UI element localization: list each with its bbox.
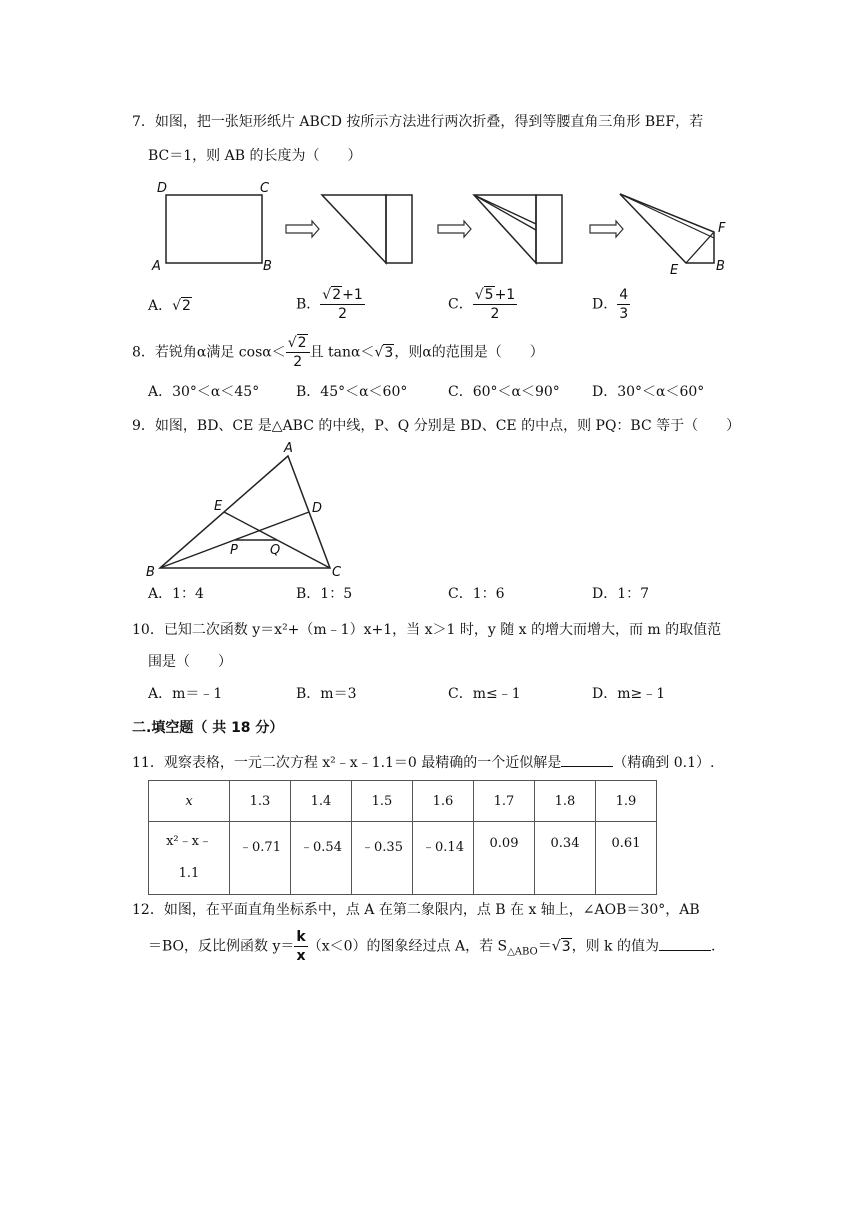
table-cell: 0.34 <box>535 822 596 895</box>
q7-label-b: B <box>263 259 272 274</box>
q7-option-b: B． $\frac{√2+1}{2}$ <box>296 287 363 322</box>
q8-option-c: C．60°＜α＜90° <box>448 384 560 400</box>
q9-label-b: B <box>146 565 155 580</box>
q9-option-c: C．1：6 <box>448 586 505 602</box>
q7-first-fold-shape <box>322 195 386 263</box>
table-cell: ﹣0.54 <box>291 822 352 895</box>
q8-option-d: D．30°＜α＜60° <box>592 384 705 400</box>
q7-label-a: A <box>152 259 161 274</box>
table-cell: ﹣0.71 <box>230 822 291 895</box>
q9-option-d: D．1：7 <box>592 586 650 602</box>
table-header-x: x <box>149 781 230 822</box>
q11-stem: 11．观察表格，一元二次方程 x²﹣x﹣1.1＝0 最精确的一个近似解是 （精确到 0.1）. <box>132 752 714 773</box>
q11-value-table <box>148 780 657 895</box>
q7-rectangle-abcd <box>166 195 262 263</box>
q10-option-b: B．m＝3 <box>296 686 357 702</box>
q9-label-e: E <box>214 499 223 514</box>
q9-label-a: A <box>284 441 293 456</box>
q7-final-triangle <box>620 194 714 263</box>
table-row <box>149 781 657 822</box>
q9-median-bd <box>160 512 309 568</box>
q9-triangle-figure <box>140 440 400 580</box>
q9-label-c: C <box>332 565 342 580</box>
q10-stem-line1: 10．已知二次函数 y＝x²+（m﹣1）x+1，当 x＞1 时，y 随 x 的增大而增大，而 m 的取值范 <box>132 622 722 638</box>
q7-option-d: D． $\frac{4}{3}$ <box>592 287 629 322</box>
q10-option-a: A．m＝﹣1 <box>148 686 223 702</box>
q7-label-f: F <box>718 221 726 236</box>
q9-label-p: P <box>230 543 238 558</box>
section-fill-in-heading: 二.填空题（ 共 18 分） <box>132 720 284 736</box>
q7-option-a: A．√2 <box>148 298 191 314</box>
table-cell: 0.09 <box>474 822 535 895</box>
table-cell: 1.8 <box>535 781 596 822</box>
q7-second-fold-strip <box>536 195 562 263</box>
q7-stem-line2: BC＝1，则 AB 的长度为（ ） <box>148 148 362 164</box>
q7-option-c: C． $\frac{√5+1}{2}$ <box>448 287 516 322</box>
table-cell: 1.3 <box>230 781 291 822</box>
q8-option-a: A．30°＜α＜45° <box>148 384 260 400</box>
q7-label-c: C <box>260 181 270 196</box>
table-cell: 1.9 <box>596 781 657 822</box>
q8-option-b: B．45°＜α＜60° <box>296 384 408 400</box>
table-cell: 0.61 <box>596 822 657 895</box>
table-cell: 1.7 <box>474 781 535 822</box>
q11-answer-blank[interactable] <box>561 752 613 767</box>
q7-stem-line1: 7．如图，把一张矩形纸片 ABCD 按所示方法进行两次折叠，得到等腰直角三角形 BEF，若 <box>132 114 704 130</box>
q7-first-fold-strip <box>386 195 412 263</box>
q9-option-a: A．1：4 <box>148 586 204 602</box>
table-cell: ﹣0.14 <box>413 822 474 895</box>
q8-stem: 8．若锐角α满足 cosα＜ $\frac{√2}{2}$ 且 tanα＜√3，则α的范围是（ ） <box>132 335 544 370</box>
q7-arrow-icon-3 <box>590 221 623 237</box>
q9-stem: 9．如图，BD、CE 是△ABC 的中线，P、Q 分别是 BD、CE 的中点，则 PQ：BC 等于（ ） <box>132 418 741 434</box>
q7-label-d: D <box>157 181 168 196</box>
q9-label-q: Q <box>270 543 281 558</box>
q12-stem-line1: 12．如图，在平面直角坐标系中，点 A 在第二象限内，点 B 在 x 轴上，∠AOB＝30°，AB <box>132 902 700 918</box>
table-header-expression: x²﹣x﹣ 1.1 <box>149 822 230 895</box>
q7-folding-figure <box>0 178 860 278</box>
q7-label-b2: B <box>716 259 725 274</box>
q10-option-d: D．m≥﹣1 <box>592 686 666 702</box>
q9-label-d: D <box>312 501 323 516</box>
q12-stem-line2: ＝BO，反比例函数 y＝ $\frac{k}{x}$ （x＜0）的图象经过点 A，若 $S_{\triangle ABO}=√3$，则 k 的值为 . <box>148 929 716 964</box>
table-cell: 1.6 <box>413 781 474 822</box>
q10-stem-line2: 围是（ ） <box>148 654 232 670</box>
q9-triangle-abc <box>160 456 330 568</box>
q7-arrow-icon-2 <box>438 221 471 237</box>
q10-option-c: C．m≤﹣1 <box>448 686 521 702</box>
q7-label-e: E <box>670 263 679 278</box>
table-cell: 1.5 <box>352 781 413 822</box>
q9-option-b: B．1：5 <box>296 586 353 602</box>
table-cell: 1.4 <box>291 781 352 822</box>
table-cell: ﹣0.35 <box>352 822 413 895</box>
table-row <box>149 822 657 895</box>
q7-second-fold-shape <box>474 195 536 263</box>
q7-arrow-icon-1 <box>286 221 319 237</box>
q12-answer-blank[interactable] <box>659 936 711 951</box>
